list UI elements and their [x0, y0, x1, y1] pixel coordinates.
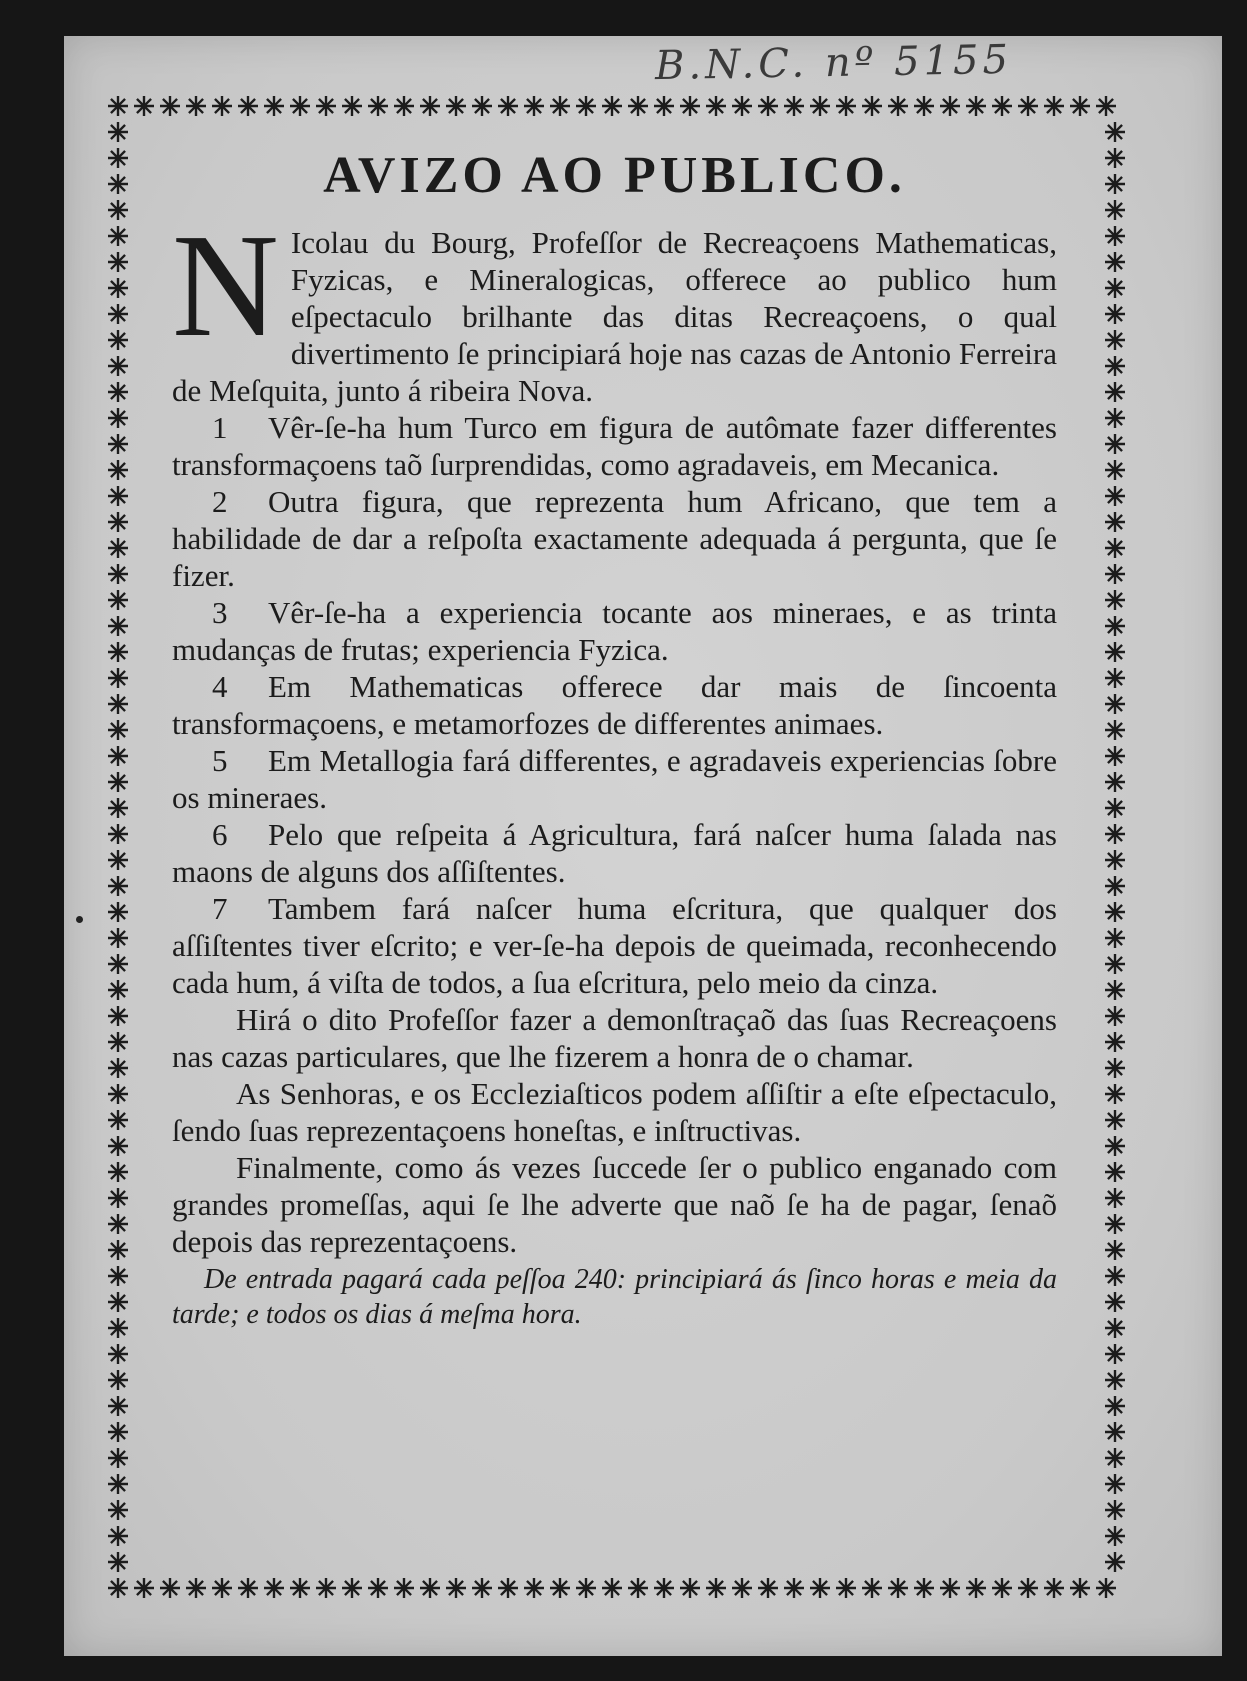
numbered-items	[172, 409, 1057, 1001]
ornament-star	[940, 1578, 960, 1598]
ornament-star	[1105, 1084, 1125, 1104]
ornament-star	[108, 1214, 128, 1234]
ornament-star	[1070, 1578, 1090, 1598]
ornament-star	[1105, 1240, 1125, 1260]
ornament-star	[472, 1578, 492, 1598]
ornament-star	[108, 902, 128, 922]
ornament-star	[134, 96, 154, 116]
ornament-star	[1105, 278, 1125, 298]
ornament-star	[108, 642, 128, 662]
ornament-star	[1105, 434, 1125, 454]
ornament-star	[108, 1266, 128, 1286]
ornament-star	[1105, 148, 1125, 168]
ornament-star	[472, 96, 492, 116]
item-number: 5	[212, 743, 228, 778]
ornament-star	[836, 96, 856, 116]
ornament-star	[446, 1578, 466, 1598]
ornament-star	[108, 824, 128, 844]
item-text: Vêr-ſe-ha a experiencia tocante aos mineraes, e as trinta mudanças de frutas; experiencia Fyzica.	[172, 595, 1057, 667]
item-text: Outra figura, que reprezenta hum Africano, que tem a habilidade de dar a reſpoſta exactamente adequada á pergunta, que ſe fizer.	[172, 484, 1057, 593]
ornament-star	[238, 1578, 258, 1598]
ornament-star	[264, 96, 284, 116]
ornament-star	[654, 1578, 674, 1598]
ornament-star	[1070, 96, 1090, 116]
ornament-star	[108, 1240, 128, 1260]
ornament-star	[108, 1474, 128, 1494]
ornament-star	[108, 1318, 128, 1338]
ornament-star	[108, 330, 128, 350]
drop-cap: N	[172, 204, 279, 368]
ornament-star	[1105, 486, 1125, 506]
ornament-star	[108, 1292, 128, 1312]
ornament-star	[1105, 798, 1125, 818]
ornament-star	[680, 96, 700, 116]
ornament-star	[108, 1526, 128, 1546]
ornament-star	[1105, 200, 1125, 220]
ornament-star	[680, 1578, 700, 1598]
ornament-star	[108, 1448, 128, 1468]
ornament-star	[316, 96, 336, 116]
ornament-star	[342, 96, 362, 116]
ornament-star	[108, 96, 128, 116]
ornament-star	[108, 408, 128, 428]
ornament-star	[1105, 1032, 1125, 1052]
ornament-star	[1018, 1578, 1038, 1598]
ornament-star	[108, 1188, 128, 1208]
ornament-star	[394, 96, 414, 116]
ornament-star	[1105, 746, 1125, 766]
ornament-star	[342, 1578, 362, 1598]
ornament-star	[108, 1422, 128, 1442]
closing-paragraph-payment: Finalmente, como ás vezes ſuccede ſer o publico enganado com grandes promeſſas, aqui ſe lhe adverte que naõ ſe ha de pagar, ſenaõ depois das reprezentaçoens.	[172, 1150, 1057, 1259]
ornament-star	[1105, 460, 1125, 480]
ornament-star	[836, 1578, 856, 1598]
ornament-star	[420, 96, 440, 116]
item-number: 4	[212, 669, 228, 704]
ornament-star	[238, 96, 258, 116]
ornament-star	[290, 1578, 310, 1598]
ornament-star	[1044, 1578, 1064, 1598]
ornament-star	[1105, 1162, 1125, 1182]
ornament-star	[108, 174, 128, 194]
ornament-star	[784, 1578, 804, 1598]
ornament-star	[550, 96, 570, 116]
ornament-star	[654, 96, 674, 116]
ornament-star	[1105, 720, 1125, 740]
list-item	[172, 742, 1057, 816]
ornament-star	[888, 1578, 908, 1598]
ornament-star	[524, 96, 544, 116]
ornament-star	[966, 1578, 986, 1598]
ornament-star	[108, 876, 128, 896]
ornament-star	[1105, 642, 1125, 662]
ornament-star	[992, 96, 1012, 116]
ornament-star	[108, 1032, 128, 1052]
ornament-star	[108, 226, 128, 246]
ornament-star	[1105, 1318, 1125, 1338]
ornament-star	[108, 850, 128, 870]
list-item	[172, 594, 1057, 668]
ornament-star	[1105, 590, 1125, 610]
ornament-star	[1105, 512, 1125, 532]
ornament-star	[108, 356, 128, 376]
item-number: 3	[212, 595, 228, 630]
ornament-star	[134, 1578, 154, 1598]
ornament-star	[1105, 408, 1125, 428]
ornament-star	[1105, 1292, 1125, 1312]
ornament-star	[108, 278, 128, 298]
ornament-star	[108, 720, 128, 740]
ornament-star	[862, 96, 882, 116]
ornament-star	[108, 1396, 128, 1416]
ornament-star	[1105, 1188, 1125, 1208]
item-number: 2	[212, 484, 228, 519]
ornament-star	[1105, 850, 1125, 870]
intro-paragraph	[172, 204, 1057, 409]
ornament-star	[732, 1578, 752, 1598]
ornament-star	[108, 434, 128, 454]
closing-paragraph-audience: As Senhoras, e os Eccleziaſticos podem aſſiſtir a eſte eſpectaculo, ſendo ſuas reprezentaçoens honeſtas, e inſtructivas.	[172, 1076, 1057, 1148]
ornament-star	[108, 200, 128, 220]
ornament-star	[1105, 1266, 1125, 1286]
ornament-star	[108, 1110, 128, 1130]
item-text: Em Metallogia fará differentes, e agradaveis experiencias ſobre os mineraes.	[172, 743, 1057, 815]
closing-paragraph-home-visits: Hirá o dito Profeſſor fazer a demonſtraçaõ das ſuas Recreaçoens nas cazas particulares, que lhe fizerem a honra de o chamar.	[172, 1002, 1057, 1074]
ornament-star	[264, 1578, 284, 1598]
ornament-star	[186, 1578, 206, 1598]
ornament-star	[810, 96, 830, 116]
ornament-star	[1105, 694, 1125, 714]
ornament-star	[108, 122, 128, 142]
ornament-star	[576, 1578, 596, 1598]
ornament-star	[810, 1578, 830, 1598]
item-text: Pelo que reſpeita á Agricultura, fará naſcer huma ſalada nas maons de alguns dos aſſiſtentes.	[172, 817, 1057, 889]
ornament-star	[758, 96, 778, 116]
item-number: 6	[212, 817, 228, 852]
ornament-star	[602, 96, 622, 116]
ornament-star	[602, 1578, 622, 1598]
ornament-star	[1105, 356, 1125, 376]
ornament-star	[1105, 902, 1125, 922]
ornament-star	[160, 96, 180, 116]
ornament-star	[108, 668, 128, 688]
ink-spot	[76, 916, 83, 923]
ornament-star	[1105, 564, 1125, 584]
intro-text: Icolau du Bourg, Profeſſor de Recreaçoens Mathematicas, Fyzicas, e Mineralogicas, offerece ao publico hum eſpectaculo brilhante das ditas Recreaçoens, o qual divertimento ſe principiará hoje nas cazas de Antonio Ferreira de Meſquita, junto á ribeira Nova.	[172, 225, 1057, 408]
ornament-star	[108, 148, 128, 168]
ornament-star	[108, 1552, 128, 1572]
ornament-star	[1105, 304, 1125, 324]
ornament-star	[1105, 1370, 1125, 1390]
item-text: Tambem fará naſcer huma eſcritura, que qualquer dos aſſiſtentes tiver eſcrito; e ver-ſe-ha depois de queimada, reconhecendo cada hum, á viſta de todos, a ſua eſcritura, pelo meio da cinza.	[172, 891, 1057, 1000]
list-item	[172, 816, 1057, 890]
ornament-star	[732, 96, 752, 116]
ornament-star	[1096, 96, 1116, 116]
ornament-star	[706, 96, 726, 116]
ornament-star	[1105, 174, 1125, 194]
ornament-star	[498, 1578, 518, 1598]
ornament-star	[1105, 1552, 1125, 1572]
ornament-star	[1105, 1526, 1125, 1546]
ornament-star	[186, 96, 206, 116]
ornament-star	[1105, 668, 1125, 688]
ornament-star	[758, 1578, 778, 1598]
ornament-star	[550, 1578, 570, 1598]
ornament-star	[108, 252, 128, 272]
ornament-star	[1105, 1448, 1125, 1468]
ornament-star	[108, 590, 128, 610]
ornament-star	[108, 512, 128, 532]
ornament-star	[368, 96, 388, 116]
item-text: Em Mathematicas offerece dar mais de ſincoenta transformaçoens, e metamorfozes de differentes animaes.	[172, 669, 1057, 741]
ornament-star	[108, 694, 128, 714]
item-number: 7	[212, 891, 228, 926]
handwritten-shelfmark: B.N.C. nº 5155	[654, 36, 1013, 90]
ornament-star	[1105, 772, 1125, 792]
ornament-star	[108, 746, 128, 766]
ornament-star	[1105, 252, 1125, 272]
ornament-star	[914, 96, 934, 116]
ornament-star	[498, 96, 518, 116]
ornament-star	[160, 1578, 180, 1598]
ornament-star	[1105, 928, 1125, 948]
ornament-star	[1105, 122, 1125, 142]
ornament-star	[108, 460, 128, 480]
ornament-star	[1105, 1136, 1125, 1156]
list-item	[172, 890, 1057, 1001]
ornament-star	[108, 928, 128, 948]
ornament-star	[108, 980, 128, 1000]
ornament-star	[1105, 824, 1125, 844]
ornament-star	[108, 1084, 128, 1104]
page-title: AVIZO AO PUBLICO.	[323, 147, 906, 204]
ornament-star	[108, 1500, 128, 1520]
ornament-star	[420, 1578, 440, 1598]
ornament-star	[1105, 226, 1125, 246]
ornament-star	[1105, 330, 1125, 350]
ornament-star	[1044, 96, 1064, 116]
ornament-star	[1105, 980, 1125, 1000]
broadside-content	[172, 146, 1057, 1332]
ornament-star	[108, 798, 128, 818]
item-number: 1	[212, 410, 228, 445]
ornament-star	[862, 1578, 882, 1598]
item-text: Vêr-ſe-ha hum Turco em figura de autômate fazer differentes transformaçoens taõ ſurprendidas, como agradaveis, em Mecanica.	[172, 410, 1057, 482]
list-item	[172, 409, 1057, 483]
ornament-star	[628, 96, 648, 116]
ornament-star	[1096, 1578, 1116, 1598]
ornament-star	[914, 1578, 934, 1598]
ornament-star	[446, 96, 466, 116]
ornament-star	[108, 1344, 128, 1364]
ornament-star	[940, 96, 960, 116]
ornament-star	[1105, 1474, 1125, 1494]
ornament-star	[576, 96, 596, 116]
ornament-star	[888, 96, 908, 116]
ornament-star	[1105, 1500, 1125, 1520]
list-item	[172, 483, 1057, 594]
ornament-star	[108, 1136, 128, 1156]
ornament-star	[108, 772, 128, 792]
ornament-star	[290, 96, 310, 116]
ornament-star	[108, 1370, 128, 1390]
ornament-star	[108, 1058, 128, 1078]
ornament-star	[1105, 1110, 1125, 1130]
ornament-star	[524, 1578, 544, 1598]
ornament-star	[706, 1578, 726, 1598]
ornament-star	[108, 564, 128, 584]
ornament-star	[108, 1578, 128, 1598]
ornament-star	[108, 954, 128, 974]
ornament-star	[966, 96, 986, 116]
ornament-star	[108, 304, 128, 324]
ornament-star	[1105, 1344, 1125, 1364]
ornament-star	[108, 486, 128, 506]
ornament-star	[108, 1006, 128, 1026]
ornament-star	[212, 96, 232, 116]
ornament-star	[1105, 1006, 1125, 1026]
ornament-star	[108, 1162, 128, 1182]
admission-note: De entrada pagará cada peſſoa 240: principiará ás ſinco horas e meia da tarde; e todos os dias á meſma hora.	[172, 1264, 1057, 1330]
ornament-star	[1105, 876, 1125, 896]
ornament-star	[394, 1578, 414, 1598]
ornament-star	[992, 1578, 1012, 1598]
ornament-star	[1105, 616, 1125, 636]
ornament-star	[1105, 1422, 1125, 1442]
ornament-star	[368, 1578, 388, 1598]
ornament-star	[1105, 1058, 1125, 1078]
ornament-star	[212, 1578, 232, 1598]
ornament-star	[1105, 1396, 1125, 1416]
ornament-star	[108, 616, 128, 636]
ornament-star	[1105, 382, 1125, 402]
list-item	[172, 668, 1057, 742]
ornament-star	[784, 96, 804, 116]
ornament-star	[316, 1578, 336, 1598]
ornament-star	[1105, 954, 1125, 974]
ornament-star	[1105, 538, 1125, 558]
ornament-star	[1018, 96, 1038, 116]
ornament-star	[628, 1578, 648, 1598]
ornament-star	[1105, 1214, 1125, 1234]
ornament-star	[108, 382, 128, 402]
ornament-star	[108, 538, 128, 558]
